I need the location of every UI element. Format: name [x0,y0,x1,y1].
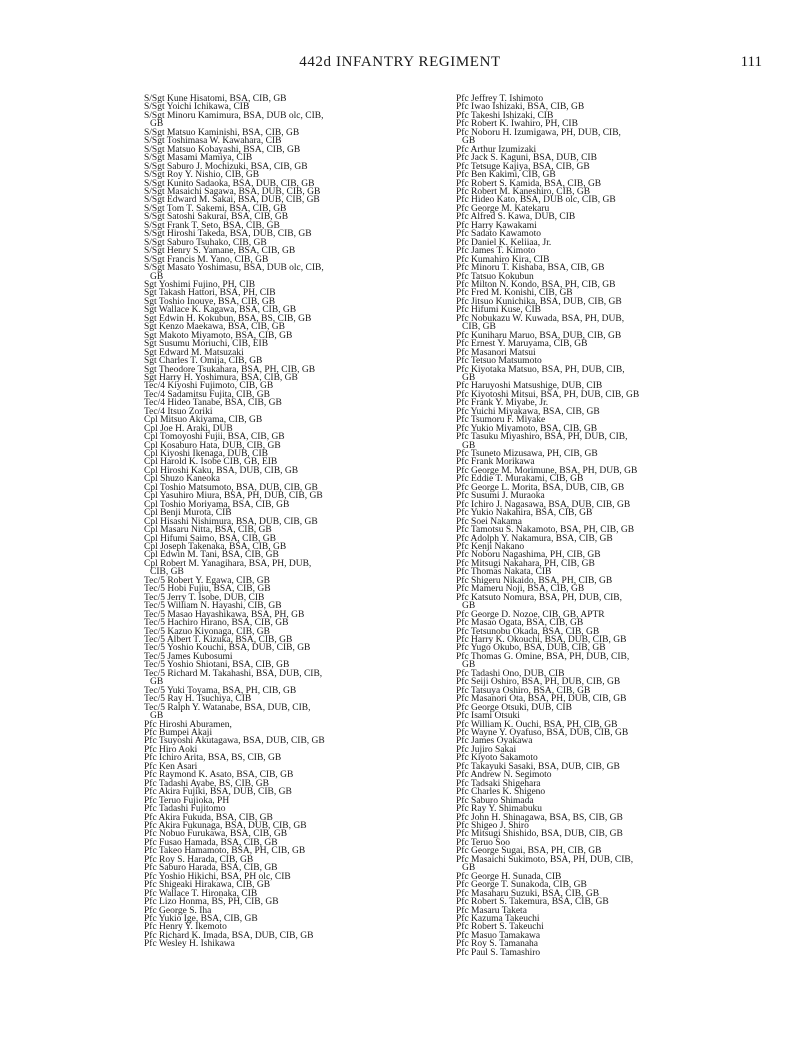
roster-entry: Pfc Raymond K. Asato, BSA, CIB, GB [144,770,294,781]
roster-entry: Pfc Akira Fukuda, BSA, CIB, GB [144,812,273,823]
roster-entry: Pfc Masaru Taketa [456,905,527,916]
roster-entry: S/Sgt Hiroshi Takeda, BSA, DUB, CIB, GB [144,229,312,240]
roster-entry: Pfc Robert M. Kaneshiro, CIB, GB [456,186,591,197]
roster-entry: Tec/5 Hobi Fujiu, BSA, CIB, GB [144,584,271,595]
roster-entry: Cpl Toshio Matsumoto, BSA, DUB, CIB, GB [144,482,318,493]
roster-entry: Pfc Robert K. Iwahiro, PH, CIB [456,119,578,130]
roster-entry: Pfc Kuniharu Maruo, BSA, DUB, CIB, GB [456,330,622,341]
roster-entry: Pfc Yoshio Hikichi, BSA, PH olc, CIB [144,871,291,882]
roster-entry: Tec/5 William N. Hayashi, CIB, GB [144,601,282,612]
roster-entry: Pfc Tatsuo Kokubun [456,271,534,282]
roster-entry: Cpl Hiroshi Kaku, BSA, DUB, CIB, GB [144,465,299,476]
roster-entry: Pfc Thomas Nakata, CIB [456,567,552,578]
roster-entry: Tec/5 Ralph Y. Watanabe, BSA, DUB, CIB, [144,702,311,713]
roster-entry: Pfc Sadato Kawamoto [456,229,541,240]
roster-entry: Pfc Yukio Nakahira, BSA, CIB, GB [456,508,593,519]
roster-entry: Pfc Arthur Izumizaki [456,144,537,155]
roster-entry: Pfc Henry Y. Ikemoto [144,922,227,933]
roster-entry: Pfc George Sugai, BSA, PH, CIB, GB [456,846,602,857]
roster-entry: Cpl Harold K. Isobe CIB, GB, EIB [144,457,278,468]
roster-entry: Pfc Takeshi Ishizaki, CIB [456,110,554,121]
roster-entry: Pfc George S. Iha [144,905,212,916]
roster-entry: Cpl Hisashi Nishimura, BSA, DUB, CIB, GB [144,516,318,527]
roster-entry: Pfc George H. Sunada, CIB [456,871,562,882]
roster-entry: Tec/4 Hideo Tanabe, BSA, CIB, GB [144,398,282,409]
roster-entry: Pfc Robert S. Kamida, BSA, CIB, GB [456,178,602,189]
roster-entry: Pfc Charles K. Shigeno [456,787,546,798]
roster-entry: Cpl Kiyoshi Ikenaga, DUB, CIB [144,449,269,460]
roster-entry: Pfc Wayne Y. Oyafuso, BSA, DUB, CIB, GB [456,727,629,738]
roster-entry: Pfc Masao Ogata, BSA, CIB, GB [456,618,584,629]
roster-entry: Pfc Nobukazu W. Kuwada, BSA, PH, DUB, [456,313,625,324]
roster-entry: Pfc Soei Nakama [456,516,522,527]
roster-entry: Pfc Ichiro Arita, BSA, BS, CIB, GB [144,753,282,764]
roster-entry: Pfc Kumahiro Kira, CIB [456,254,550,265]
roster-entry: Pfc Seiji Oshiro, BSA, PH, DUB, CIB, GB [456,677,621,688]
roster-entry: Pfc Isami Otsuki [456,711,520,722]
roster-entry: Pfc John H. Shinagawa, BSA, BS, CIB, GB [456,812,623,823]
roster-entry-continuation: GB [462,863,476,874]
roster-entry-continuation: GB [462,660,476,671]
roster-entry: Pfc Tetsunobu Okada, BSA, CIB, GB [456,626,600,637]
roster-entry: Cpl Tomoyoshi Fujii, BSA, CIB, GB [144,432,285,443]
roster-entry: Tec/5 Yoshio Kouchi, BSA, DUB, CIB, GB [144,643,311,654]
roster-entry: Sgt Yoshimi Fujino, PH, CIB [144,279,256,290]
roster-entry: Pfc Teruo Fujioka, PH [144,795,230,806]
roster-entry: Tec/5 Kazuo Kiyonaga, CIB, GB [144,626,270,637]
roster-entry: S/Sgt Kunito Sadaoka, BSA, DUB, CIB, GB [144,178,315,189]
roster-entry: Pfc Susumi J. Muraoka [456,491,545,502]
roster-entry: Pfc Yukio Miyamoto, BSA, CIB, GB [456,423,598,434]
roster-entry: S/Sgt Yoichi Ichikawa, CIB [144,102,250,113]
roster-entry: Pfc George M. Morimune, BSA, PH, DUB, GB [456,465,638,476]
roster-entry: S/Sgt Masato Yoshimasu, BSA, DUB olc, CIB, [144,263,324,274]
roster-entry: Pfc Jack S. Kaguni, BSA, DUB, CIB [456,153,597,164]
roster-entry: Pfc Takeo Hamamoto, BSA, PH, CIB, GB [144,846,306,857]
roster-entry: Pfc Bumpei Akaji [144,727,213,738]
roster-entry: Pfc Takayuki Sasaki, BSA, DUB, CIB, GB [456,761,620,772]
roster-entry: Pfc Kazuma Takeuchi [456,913,540,924]
roster-entry: Sgt Kenzo Maekawa, BSA, CIB, GB [144,322,285,333]
roster-entry: Pfc Adolph Y. Nakamura, BSA, CIB, GB [456,533,613,544]
roster-entry: Pfc Kenji Nakano [456,542,525,553]
roster-entry: S/Sgt Tom T. Sakemi, BSA, CIB, GB [144,203,287,214]
roster-entry-continuation: GB [462,372,476,383]
roster-entry: Cpl Yasuhiro Miura, BSA, PH, DUB, CIB, GB [144,491,323,502]
roster-entry: S/Sgt Masaichi Sagawa, BSA, DUB, CIB, GB [144,186,321,197]
roster-entry: Pfc Yugo Okubo, BSA, DUB, CIB, GB [456,643,606,654]
roster-entry: Tec/5 Robert Y. Egawa, CIB, GB [144,575,270,586]
roster-entry: Cpl Hifumi Saimo, BSA, CIB, GB [144,533,276,544]
roster-entry: Pfc Ichiro J. Nagasawa, BSA, DUB, CIB, GB [456,499,631,510]
roster-entry-continuation: GB [150,119,164,130]
roster-entry: Tec/4 Sadamitsu Fujita, CIB, GB [144,389,270,400]
roster-entry: Pfc Iwao Ishizaki, BSA, CIB, GB [456,102,585,113]
roster-entry: Pfc Tsumoru F. Miyake [456,415,546,426]
roster-entry: S/Sgt Saburo Tsuhako, CIB, GB [144,237,267,248]
roster-entry: Pfc Katsuto Nomura, BSA, PH, DUB, CIB, [456,592,622,603]
roster-entry: Pfc Tatsuya Oshiro, BSA, CIB, GB [456,685,591,696]
roster-entry: Pfc Paul S. Tamashiro [456,947,541,958]
roster-entry: Pfc Mitsugi Nakahara, PH, CIB, GB [456,558,595,569]
roster-entry: Pfc George M. Katekaru [456,203,550,214]
roster-entry-continuation: GB [150,711,164,722]
roster-entry: Pfc James Oyakawa [456,736,533,747]
roster-entry: S/Sgt Toshimasa W. Kawahara, CIB [144,136,282,147]
roster-entry: Pfc Masaichi Sukimoto, BSA, PH, DUB, CIB, [456,854,634,865]
roster-entry: S/Sgt Satoshi Sakurai, BSA, CIB, GB [144,212,289,223]
roster-entry: S/Sgt Frank T. Seto, BSA, CIB, GB [144,220,280,231]
roster-entry: S/Sgt Minoru Kamimura, BSA, DUB olc, CIB, [144,110,324,121]
roster-left-column [144,95,444,949]
roster-entry: Pfc Nobuo Furukawa, BSA, CIB, GB [144,829,288,840]
roster-entry: Pfc Andrew N. Segimoto [456,770,552,781]
roster-entry: Pfc Hifumi Kuse, CIB [456,305,541,316]
page-header [0,54,800,76]
roster-entry: Tec/5 Albert T. Kizuka, BSA, CIB, GB [144,635,293,645]
roster-entry: Pfc Roy S. Tamanaha [456,939,539,950]
roster-entry: Pfc Hideo Kato, BSA, DUB olc, CIB, GB [456,195,616,206]
roster-entry: Pfc Jujiro Sakai [456,744,517,755]
roster-entry: Pfc James T. Kimoto [456,246,536,257]
roster-entry-continuation: GB [150,677,164,688]
roster-entry: Pfc Kiyotoshi Mitsui, BSA, PH, DUB, CIB, GB [456,389,640,400]
roster-entry: Pfc William K. Ouchi, BSA, PH, CIB, GB [456,719,618,730]
roster-entry: Pfc Hiroshi Aburamen, [144,719,232,730]
roster-entry: Tec/5 Richard M. Takahashi, BSA, DUB, CIB, [144,668,323,679]
roster-entry: S/Sgt Henry S. Yamane, BSA, CIB, GB [144,246,296,257]
roster-entry: Cpl Masaru Nitta, BSA, CIB, GB [144,525,272,536]
roster-entry: Cpl Edwin M. Tani, BSA, CIB, GB [144,550,279,561]
roster-entry: Tec/5 Masao Hayashikawa, BSA, PH, GB [144,609,305,620]
roster-entry: Pfc Mitsugi Shishido, BSA, DUB, CIB, GB [456,829,623,840]
roster-entry: Pfc Richard K. Imada, BSA, DUB, CIB, GB [144,930,314,941]
page-title: 442d INFANTRY REGIMENT [299,54,501,70]
roster-entry: Pfc Tadsaki Shigehara [456,778,541,789]
roster-entry: Pfc Tadashi Ono, DUB, CIB [456,668,565,679]
roster-entry: Sgt Susumu Moriuchi, CIB, EIB [144,339,269,350]
roster-entry: Pfc Ben Kakimi, CIB, GB [456,170,556,181]
roster-entry: Pfc Minoru T. Kishaba, BSA, CIB, GB [456,263,605,274]
roster-entry: Cpl Joe H. Araki, DUB [144,423,233,434]
roster-entry: Pfc Yukio Ige, BSA, CIB, GB [144,913,258,924]
roster-entry: Pfc Robert S. Takemura, BSA, CIB, GB [456,897,609,908]
roster-entry: Cpl Robert M. Yanagihara, BSA, PH, DUB, [144,558,312,569]
roster-entry: Pfc Noboru Nagashima, PH, CIB, GB [456,550,601,561]
roster-entry: S/Sgt Masami Mamiya, CIB [144,153,253,164]
roster-entry-continuation: GB [462,136,476,147]
roster-entry: Pfc Harry Kawakami [456,220,537,231]
roster-right-column [456,95,768,957]
roster-entry: Pfc Frank Morikawa [456,457,535,468]
roster-entry: S/Sgt Kune Hisatomi, BSA, CIB, GB [144,94,287,104]
roster-entry-continuation: CIB, GB [150,567,184,578]
roster-entry: Pfc Wesley H. Ishikawa [144,939,235,950]
roster-entry: Tec/4 Itsuo Zoriki [144,406,213,417]
roster-entry: Tec/5 Yoshio Shiotani, BSA, CIB, GB [144,660,290,671]
roster-entry: Pfc Saburo Shimada [456,795,534,806]
roster-entry: S/Sgt Saburo J. Mochizuki, BSA, CIB, GB [144,161,308,172]
roster-entry: S/Sgt Roy Y. Nishio, CIB, GB [144,170,260,181]
roster-entry: Pfc Wallace T. Hironaka, CIB [144,888,258,899]
roster-entry: Pfc Jitsuo Kunichika, BSA, DUB, CIB, GB [456,296,622,307]
roster-entry: Pfc Masaharu Suzuki, BSA, CIB, GB [456,888,600,899]
roster-entry: Cpl Benji Murota, CIB [144,508,232,519]
roster-entry-continuation: GB [462,601,476,612]
roster-entry: Pfc Robert S. Takeuchi [456,922,544,933]
roster-entry: Pfc Shigeru Nikaido, BSA, PH, CIB, GB [456,575,613,586]
roster-entry: Pfc Masuo Tamakawa [456,930,541,941]
roster-entry: Sgt Edward M. Matsuzaki [144,347,244,358]
roster-entry: Pfc Kiyoto Sakamoto [456,753,538,764]
roster-entry: Pfc Akira Fukunaga, BSA, DUB, CIB, GB [144,820,307,831]
roster-entry: Cpl Shuzo Kaneoka [144,474,220,485]
roster-entry: Sgt Takash Hattori, BSA, PH, CIB [144,288,276,299]
roster-entry: Sgt Makoto Miyamoto, BSA, CIB, GB [144,330,293,341]
roster-entry: Sgt Harry H. Yoshimura, BSA, CIB, GB [144,372,298,383]
roster-entry-continuation: CIB, GB [462,322,496,333]
roster-entry: Pfc Yuichi Miyakawa, BSA, CIB, GB [456,406,600,417]
roster-entry: Pfc Lizo Honma, BS, PH, CIB, GB [144,897,279,908]
roster-entry-continuation: GB [150,271,164,282]
roster-entry: Pfc Haruyoshi Matsushige, DUB, CIB [456,381,603,392]
roster-entry: Pfc Fusao Hamada, BSA, CIB, GB [144,837,278,848]
roster-entry: Pfc Noboru H. Izumigawa, PH, DUB, CIB, [456,127,621,138]
roster-entry: Pfc Shigeo J. Shiro [456,820,529,831]
roster-entry: Pfc Ray Y. Shimabuku [456,804,543,815]
roster-entry: Cpl Toshio Moriyama, BSA, CIB, GB [144,499,290,510]
roster-entry: Pfc Masanori Ota, BSA, PH, DUB, CIB, GB [456,694,627,705]
roster-entry: Pfc Masanori Matsui [456,347,536,358]
roster-entry: Sgt Wallace K. Kagawa, BSA, CIB, GB [144,305,297,316]
roster-entry: Pfc Tetsuge Kajiya, BSA, CIB, GB [456,161,590,172]
roster-entry: Pfc Shigeaki Hirakawa, CIB, GB [144,880,271,891]
roster-entry: Sgt Edwin H. Kokubun, BSA, BS, CIB, GB [144,313,312,324]
roster-entry: Pfc Tadashi Ayabe, BS, CIB, GB [144,778,269,789]
roster-entry: Pfc Mameru Noji, BSA, CIB, GB [456,584,585,595]
roster-entry: Tec/5 Hachiro Hirano, BSA, CIB, GB [144,618,289,629]
roster-entry: Pfc Daniel K. Keliiaa, Jr. [456,237,552,248]
roster-entry-continuation: GB [462,440,476,451]
roster-entry: Cpl Joseph Takenaka, BSA, CIB, GB [144,542,287,553]
roster-entry: S/Sgt Matsuo Kaminishi, BSA, CIB, GB [144,127,300,138]
roster-entry: Pfc Tsuyoshi Akutagawa, BSA, DUB, CIB, GB [144,736,325,747]
roster-entry: Tec/5 James Kubosumi [144,651,233,662]
roster-entry: Pfc George L. Morita, BSA, DUB, CIB, GB [456,482,625,493]
roster-entry: Pfc Tetsuo Matsumoto [456,356,542,367]
roster-entry: Sgt Charles T. Omija, CIB, GB [144,356,263,367]
roster-entry: Pfc Tsuneto Mizusawa, PH, CIB, GB [456,449,598,460]
roster-entry: Pfc Fred M. Konishi, CIB, GB [456,288,573,299]
roster-entry: Pfc George T. Sunakoda, CIB, GB [456,880,587,891]
roster-entry: S/Sgt Edward M. Sakai, BSA, DUB, CIB, GB [144,195,320,206]
page-number: 111 [740,54,762,70]
roster-entry: Pfc George Otsuki, DUB, CIB [456,702,572,713]
roster-entry: Sgt Toshio Inouye, BSA, CIB, GB [144,296,276,307]
roster-entry: Tec/5 Ray H. Tsuchiya, CIB [144,694,252,705]
roster-entry: Pfc Harry K. Okouchi, BSA, DUB, CIB, GB [456,635,627,645]
roster-entry: Pfc Ernest Y. Maruyama, CIB, GB [456,339,588,350]
roster-entry: Sgt Theodore Tsukahara, BSA, PH, CIB, GB [144,364,316,375]
roster-entry: Pfc Alfred S. Kawa, DUB, CIB [456,212,576,223]
roster-entry: Pfc Roy S. Harada, CIB, GB [144,854,254,865]
roster-entry: Pfc George D. Nozoe, CIB, GB, APTR [456,609,605,620]
roster-entry: Pfc Eddie T. Murakami, CIB, GB [456,474,584,485]
roster-entry: Tec/5 Jerry T. Isobe, DUB, CIB [144,592,265,603]
roster-entry: Cpl Mitsuo Akiyama, CIB, GB [144,415,263,426]
roster-entry: Pfc Hiro Aoki [144,744,198,755]
roster-entry: Pfc Thomas G. Omine, BSA, PH, DUB, CIB, [456,651,630,662]
roster-entry: Pfc Tamotsu S. Nakamoto, BSA, PH, CIB, GB [456,525,635,536]
roster-entry: Pfc Kiyotaka Matsuo, BSA, PH, DUB, CIB, [456,364,625,375]
roster-entry: Cpl Kosaburo Hata, DUB, CIB, GB [144,440,281,451]
roster-entry: Pfc Frank Y. Miyabe, Jr. [456,398,549,409]
roster-entry: Pfc Ken Asari [144,761,198,772]
roster-entry: Tec/4 Kiyoshi Fujimoto, CIB, GB [144,381,274,392]
roster-entry: Pfc Tasuku Miyashiro, BSA, PH, DUB, CIB, [456,432,628,443]
roster-entry: S/Sgt Matsuo Kobayashi, BSA, CIB, GB [144,144,301,155]
roster-entry: Pfc Jeffrey T. Ishimoto [456,94,544,104]
roster-entry: Pfc Teruo Soo [456,837,511,848]
roster-entry: Tec/5 Yuki Toyama, BSA, PH, CIB, GB [144,685,297,696]
roster-entry: Pfc Tadashi Fujitomo [144,804,226,815]
roster-entry: Pfc Saburo Harada, BSA, CIB, GB [144,863,278,874]
roster-entry: Pfc Milton N. Kondo, BSA, PH, CIB, GB [456,279,616,290]
roster-entry: Pfc Akira Fujiki, BSA, DUB, CIB, GB [144,787,292,798]
roster-entry: S/Sgt Francis M. Yano, CIB, GB [144,254,269,265]
